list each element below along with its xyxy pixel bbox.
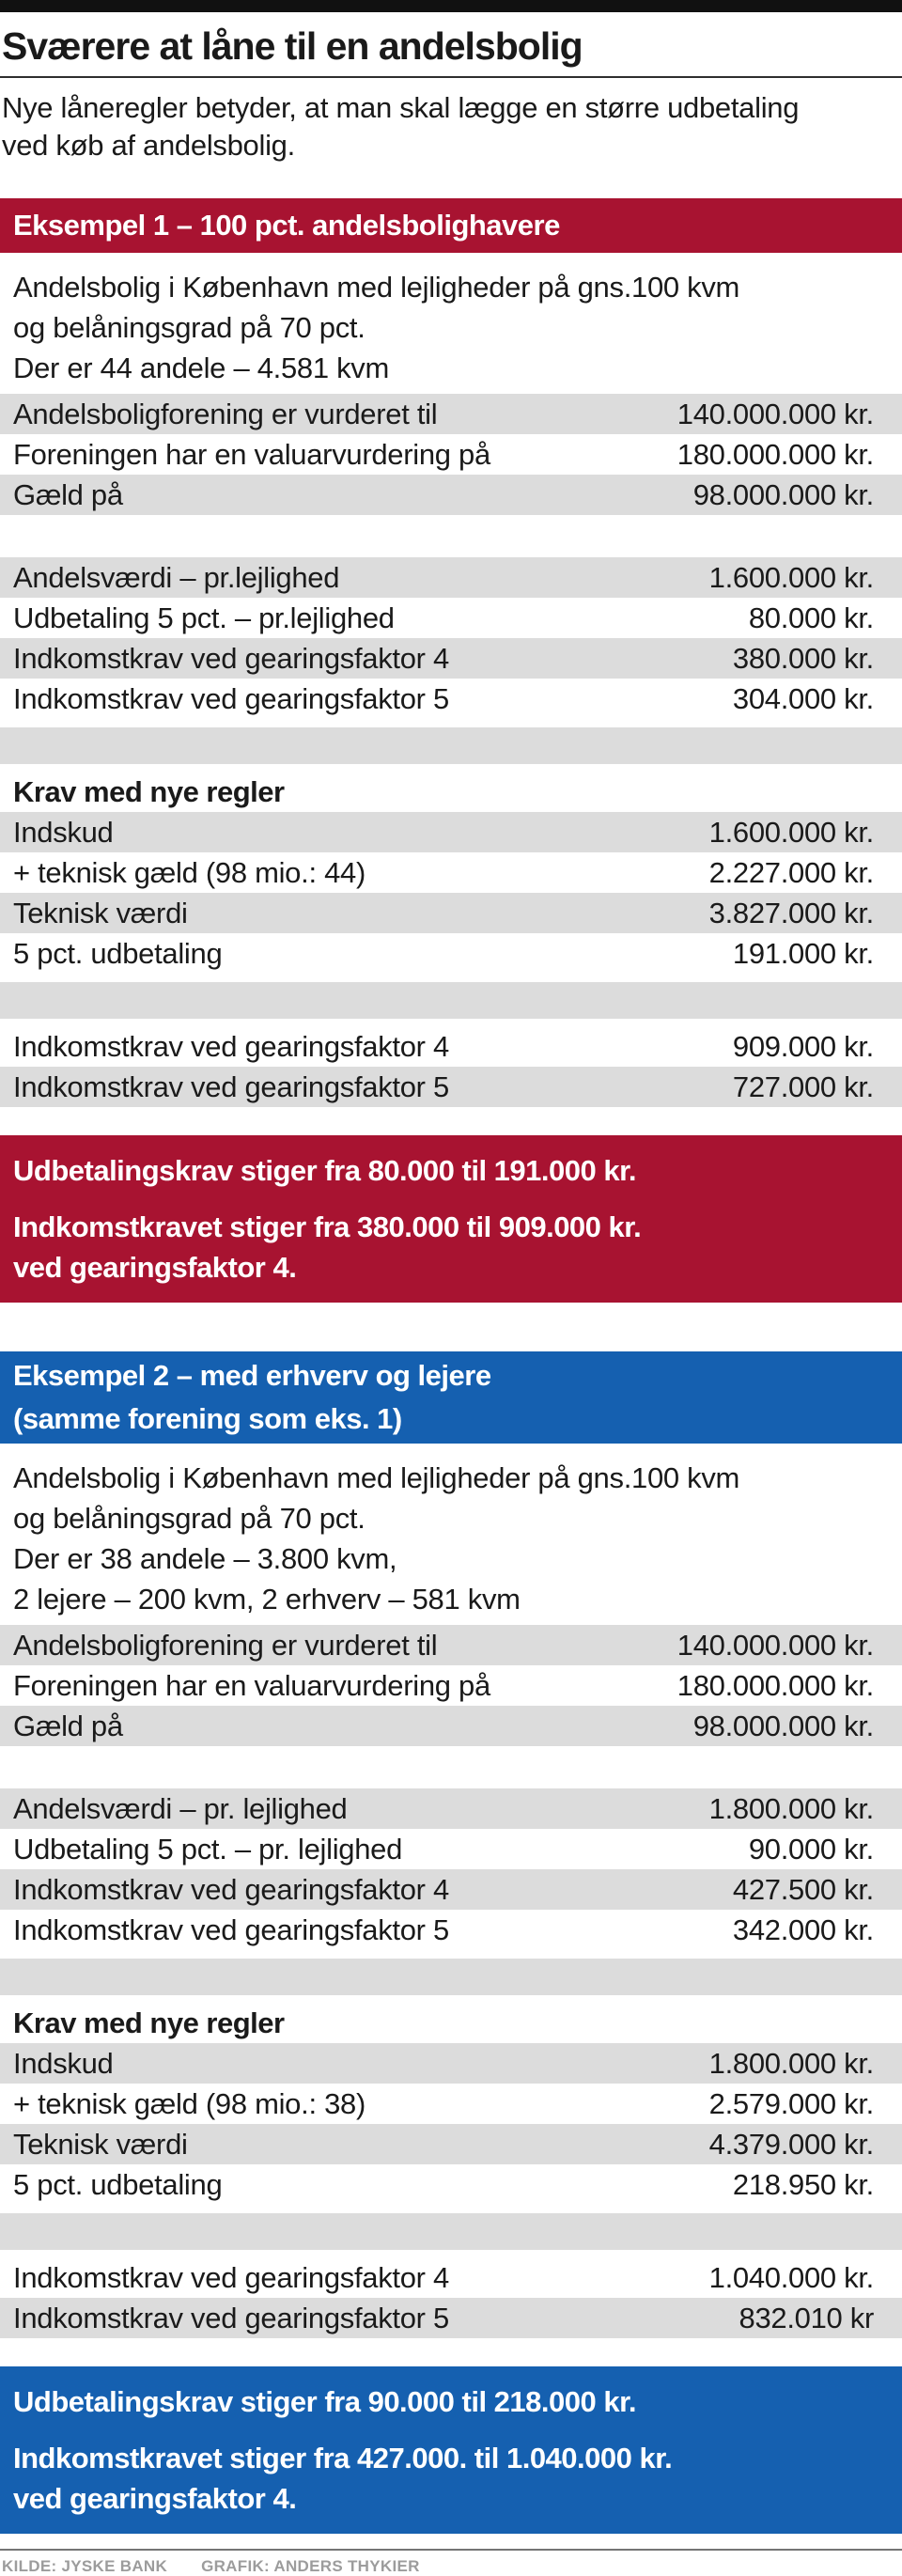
table-row — [0, 852, 902, 893]
table-row — [0, 2084, 902, 2124]
row-value: 4.379.000 kr. — [708, 2127, 874, 2161]
row-label: Andelsboligforening er vurderet til — [13, 1628, 438, 1662]
table-spacer — [0, 719, 902, 772]
table-row — [0, 1910, 902, 1950]
graphic-credit: GRAFIK: ANDERS THYKIER — [201, 2557, 420, 2575]
row-value: 140.000.000 kr. — [676, 1628, 874, 1662]
row-label: 5 pct. udbetaling — [13, 2167, 223, 2201]
row-value: 304.000 kr. — [732, 681, 874, 715]
row-label: Teknisk værdi — [13, 896, 188, 929]
row-value: 1.600.000 kr. — [708, 560, 874, 594]
row-label: Indkomstkrav ved gearingsfaktor 5 — [13, 2301, 449, 2334]
row-value: 1.800.000 kr. — [708, 1791, 874, 1825]
eksempel-1-callout — [0, 1135, 902, 1303]
footer — [0, 2549, 902, 2576]
row-label: 5 pct. udbetaling — [13, 936, 223, 970]
row-label: Teknisk værdi — [13, 2127, 188, 2161]
table-row — [0, 1706, 902, 1746]
section-description — [0, 253, 902, 394]
table-row — [0, 1067, 902, 1107]
spacer-bar — [0, 1959, 902, 1995]
table-section-heading — [0, 772, 902, 812]
table-row — [0, 2043, 902, 2084]
row-value: 427.500 kr. — [732, 1872, 874, 1906]
eksempel-1-banner — [0, 198, 902, 253]
table-row — [0, 2298, 902, 2338]
row-label: Andelsboligforening er vurderet til — [13, 397, 438, 430]
top-accent-bar — [0, 0, 902, 12]
row-value: 342.000 kr. — [732, 1912, 874, 1946]
section-table — [0, 1625, 902, 2338]
table-gap — [0, 1746, 902, 1788]
eksempel-2-section — [0, 1351, 902, 2534]
table-spacer — [0, 974, 902, 1026]
row-value: 909.000 kr. — [732, 1029, 874, 1063]
row-value: 90.000 kr. — [748, 1832, 874, 1866]
row-value: 98.000.000 kr. — [692, 477, 874, 511]
row-value: 140.000.000 kr. — [676, 397, 874, 430]
table-row — [0, 1026, 902, 1067]
banner-line: Eksempel 1 – 100 pct. andelsbolighavere — [13, 209, 560, 242]
row-label: Indkomstkrav ved gearingsfaktor 4 — [13, 2260, 449, 2294]
table-row — [0, 2124, 902, 2164]
row-value: 180.000.000 kr. — [676, 437, 874, 471]
table-row — [0, 1829, 902, 1869]
description-line: Andelsbolig i København med lejligheder på gns.100 kvm — [13, 1461, 740, 1494]
row-value: 1.040.000 kr. — [708, 2260, 874, 2294]
heading-label: Krav med nye regler — [13, 774, 285, 808]
row-label: Gæld på — [13, 1709, 123, 1742]
spacer-bar — [0, 727, 902, 764]
row-value: 1.800.000 kr. — [708, 2046, 874, 2080]
page-subtitle: Nye låneregler betyder, at man skal lægge en større udbetaling ved køb af andelsbolig. — [2, 91, 800, 162]
table-row — [0, 434, 902, 475]
banner-line: Eksempel 2 – med erhverv og lejere — [13, 1359, 491, 1392]
eksempel-2-banner — [0, 1351, 902, 1444]
title-divider — [0, 76, 902, 78]
table-spacer — [0, 2205, 902, 2257]
description-line: og belåningsgrad på 70 pct. — [13, 311, 365, 344]
table-row — [0, 679, 902, 719]
table-row — [0, 2164, 902, 2205]
eksempel-1-section — [0, 198, 902, 1303]
table-section-heading — [0, 2003, 902, 2043]
row-value: 218.950 kr. — [732, 2167, 874, 2201]
page-title: Sværere at låne til en andelsbolig — [2, 24, 583, 68]
table-row — [0, 1788, 902, 1829]
row-label: Udbetaling 5 pct. – pr.lejlighed — [13, 601, 395, 634]
callout-paragraph: Indkomstkravet stiger fra 380.000 til 909.000 kr. ved gearingsfaktor 4. — [13, 1210, 642, 1284]
table-row — [0, 394, 902, 434]
row-label: Indskud — [13, 815, 114, 849]
spacer-bar — [0, 2213, 902, 2250]
row-label: Indkomstkrav ved gearingsfaktor 5 — [13, 1912, 449, 1946]
table-row — [0, 893, 902, 933]
table-row — [0, 598, 902, 638]
credits-line — [0, 2551, 902, 2576]
callout-paragraph: Udbetalingskrav stiger fra 90.000 til 218.000 kr. — [13, 2385, 637, 2418]
row-label: Foreningen har en valuarvurdering på — [13, 1668, 490, 1702]
row-value: 180.000.000 kr. — [676, 1668, 874, 1702]
row-value: 727.000 kr. — [732, 1069, 874, 1103]
row-label: Gæld på — [13, 477, 123, 511]
row-label: + teknisk gæld (98 mio.: 44) — [13, 855, 365, 889]
row-value: 191.000 kr. — [732, 936, 874, 970]
table-row — [0, 2257, 902, 2298]
example-sections — [0, 198, 902, 2534]
row-value: 380.000 kr. — [732, 641, 874, 675]
row-label: Indkomstkrav ved gearingsfaktor 5 — [13, 681, 449, 715]
row-label: Andelsværdi – pr. lejlighed — [13, 1791, 348, 1825]
row-label: Indkomstkrav ved gearingsfaktor 5 — [13, 1069, 449, 1103]
table-row — [0, 475, 902, 515]
table-row — [0, 812, 902, 852]
table-row — [0, 638, 902, 679]
row-label: Indkomstkrav ved gearingsfaktor 4 — [13, 641, 449, 675]
row-value: 98.000.000 kr. — [692, 1709, 874, 1742]
description-line: og belåningsgrad på 70 pct. — [13, 1502, 365, 1535]
description-line: Der er 38 andele – 3.800 kvm, — [13, 1542, 397, 1575]
table-row — [0, 1625, 902, 1665]
table-row — [0, 1665, 902, 1706]
row-value: 2.227.000 kr. — [708, 855, 874, 889]
row-label: Indkomstkrav ved gearingsfaktor 4 — [13, 1872, 449, 1906]
row-value: 3.827.000 kr. — [708, 896, 874, 929]
description-line: Der er 44 andele – 4.581 kvm — [13, 351, 390, 384]
row-label: + teknisk gæld (98 mio.: 38) — [13, 2086, 365, 2120]
heading-label: Krav med nye regler — [13, 2006, 285, 2039]
row-label: Udbetaling 5 pct. – pr. lejlighed — [13, 1832, 403, 1866]
spacer-bar — [0, 982, 902, 1019]
source-credit: KILDE: JYSKE BANK — [2, 2557, 168, 2575]
row-label: Indskud — [13, 2046, 114, 2080]
section-table — [0, 394, 902, 1107]
callout-paragraph: Udbetalingskrav stiger fra 80.000 til 191.000 kr. — [13, 1154, 637, 1187]
table-row — [0, 933, 902, 974]
row-value: 1.600.000 kr. — [708, 815, 874, 849]
row-label: Indkomstkrav ved gearingsfaktor 4 — [13, 1029, 449, 1063]
row-value: 832.010 kr — [739, 2301, 874, 2334]
row-label: Andelsværdi – pr.lejlighed — [13, 560, 340, 594]
row-value: 2.579.000 kr. — [708, 2086, 874, 2120]
section-description — [0, 1444, 902, 1625]
table-spacer — [0, 1950, 902, 2003]
banner-line: (samme forening som eks. 1) — [13, 1402, 402, 1435]
table-row — [0, 1869, 902, 1910]
row-label: Foreningen har en valuarvurdering på — [13, 437, 490, 471]
description-line: 2 lejere – 200 kvm, 2 erhverv – 581 kvm — [13, 1583, 521, 1616]
row-value: 80.000 kr. — [748, 601, 874, 634]
eksempel-2-callout — [0, 2366, 902, 2534]
callout-paragraph: Indkomstkravet stiger fra 427.000. til 1.040.000 kr. ved gearingsfaktor 4. — [13, 2442, 673, 2515]
table-gap — [0, 515, 902, 557]
table-row — [0, 557, 902, 598]
description-line: Andelsbolig i København med lejligheder på gns.100 kvm — [13, 271, 740, 304]
